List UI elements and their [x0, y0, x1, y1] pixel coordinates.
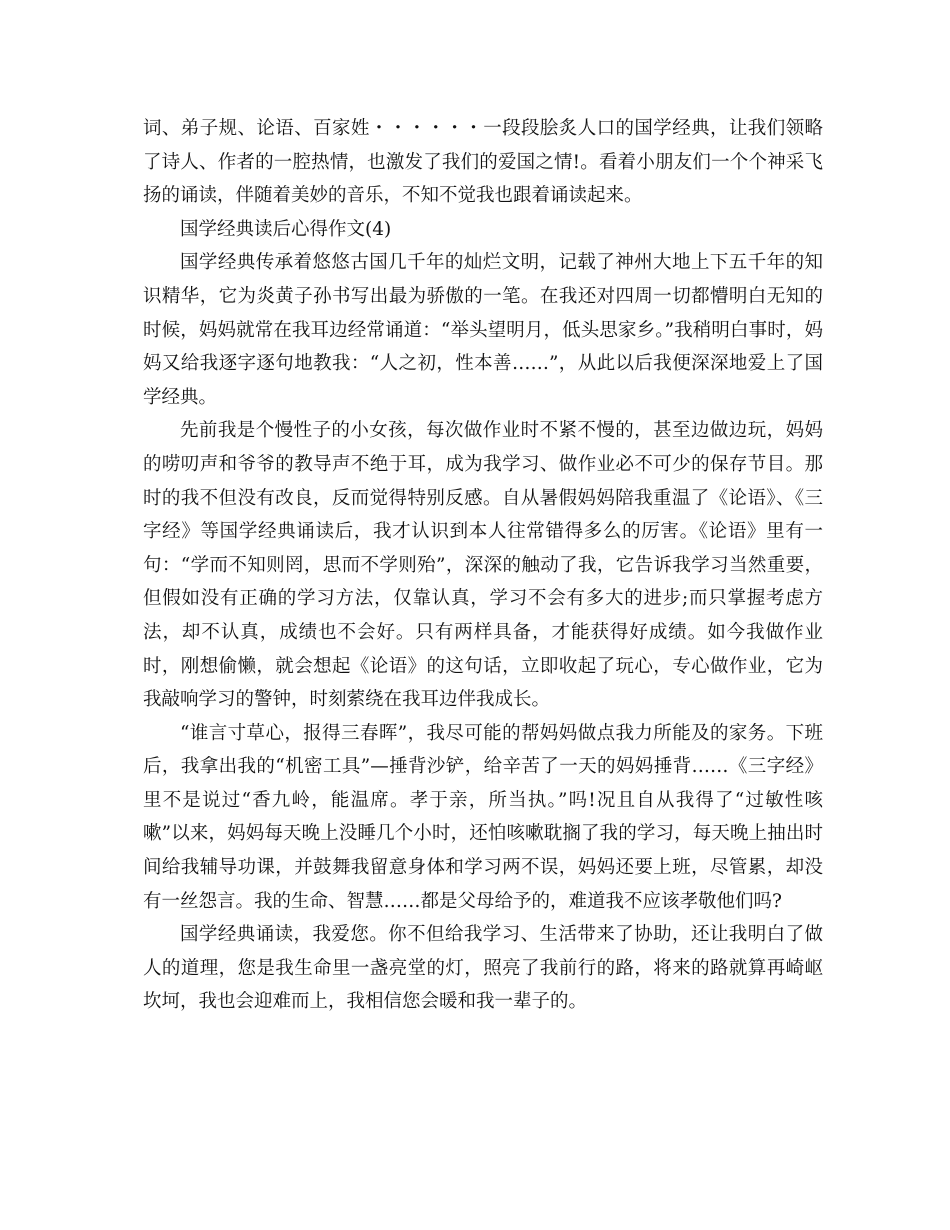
section-heading: 国学经典读后心得作文(4)	[180, 218, 392, 240]
paragraph-filial: “谁言寸草心，报得三春晖”，我尽可能的帮妈妈做点我力所能及的家务。下班后，我拿出我的“机密工具”—捶背沙铲，给辛苦了一天的妈妈捶背……《三字经》里不是说过“香九岭，能温席。孝于亲，所当执。”吗!况且自从我得了“过敏性咳嗽”以来，妈妈每天晚上没睡几个小时，还怕咳嗽耽搁了我的学习，每天晚上抽出时间给我辅导功课，并鼓舞我留意身体和学习两不误，妈妈还要上班，尽管累，却没有一丝怨言。我的生命、智慧……都是父母给予的，难道我不应该孝敬他们吗?	[143, 722, 823, 912]
paragraph-intro: 国学经典传承着悠悠古国几千年的灿烂文明，记载了神州大地上下五千年的知识精华，它为炎黄子孙书写出最为骄傲的一笔。在我还对四周一切都懵明白无知的时候，妈妈就常在我耳边经常诵道：“举头望明月，低头思家乡。”我稍明白事时，妈妈又给我逐字逐句地教我：“人之初，性本善……”，从此以后我便深深地爱上了国学经典。	[143, 252, 823, 408]
paragraph-study: 先前我是个慢性子的小女孩，每次做作业时不紧不慢的，甚至边做边玩，妈妈的唠叨声和爷爷的教导声不绝于耳，成为我学习、做作业必不可少的保存节目。那时的我不但没有改良，反而觉得特别反感。自从暑假妈妈陪我重温了《论语》、《三字经》等国学经典诵读后，我才认识到本人往常错得多么的厉害。《论语》里有一句：“学而不知则罔，思而不学则殆”，深深的触动了我，它告诉我学习当然重要，但假如没有正确的学习方法，仅靠认真，学习不会有多大的进步;而只掌握考虑方法，却不认真，成绩也不会好。只有两样具备，才能获得好成绩。如今我做作业时，刚想偷懒，就会想起《论语》的这句话，立即收起了玩心，专心做作业，它为我敲响学习的警钟，时刻萦绕在我耳边伴我成长。	[143, 420, 823, 711]
document-page	[143, 112, 823, 1019]
paragraph-closing: 国学经典诵读，我爱您。你不但给我学习、生活带来了协助，还让我明白了做人的道理，您是我生命里一盏亮堂的灯，照亮了我前行的路，将来的路就算再崎岖坎坷，我也会迎难而上，我相信您会暖和我一辈子的。	[143, 924, 823, 1013]
paragraph-continuation: 词、弟子规、论语、百家姓・・・・・・一段段脍炙人口的国学经典，让我们领略了诗人、作者的一腔热情，也激发了我们的爱国之情!。看着小朋友们一个个神采飞扬的诵读，伴随着美妙的音乐，不知不觉我也跟着诵读起来。	[143, 118, 823, 207]
